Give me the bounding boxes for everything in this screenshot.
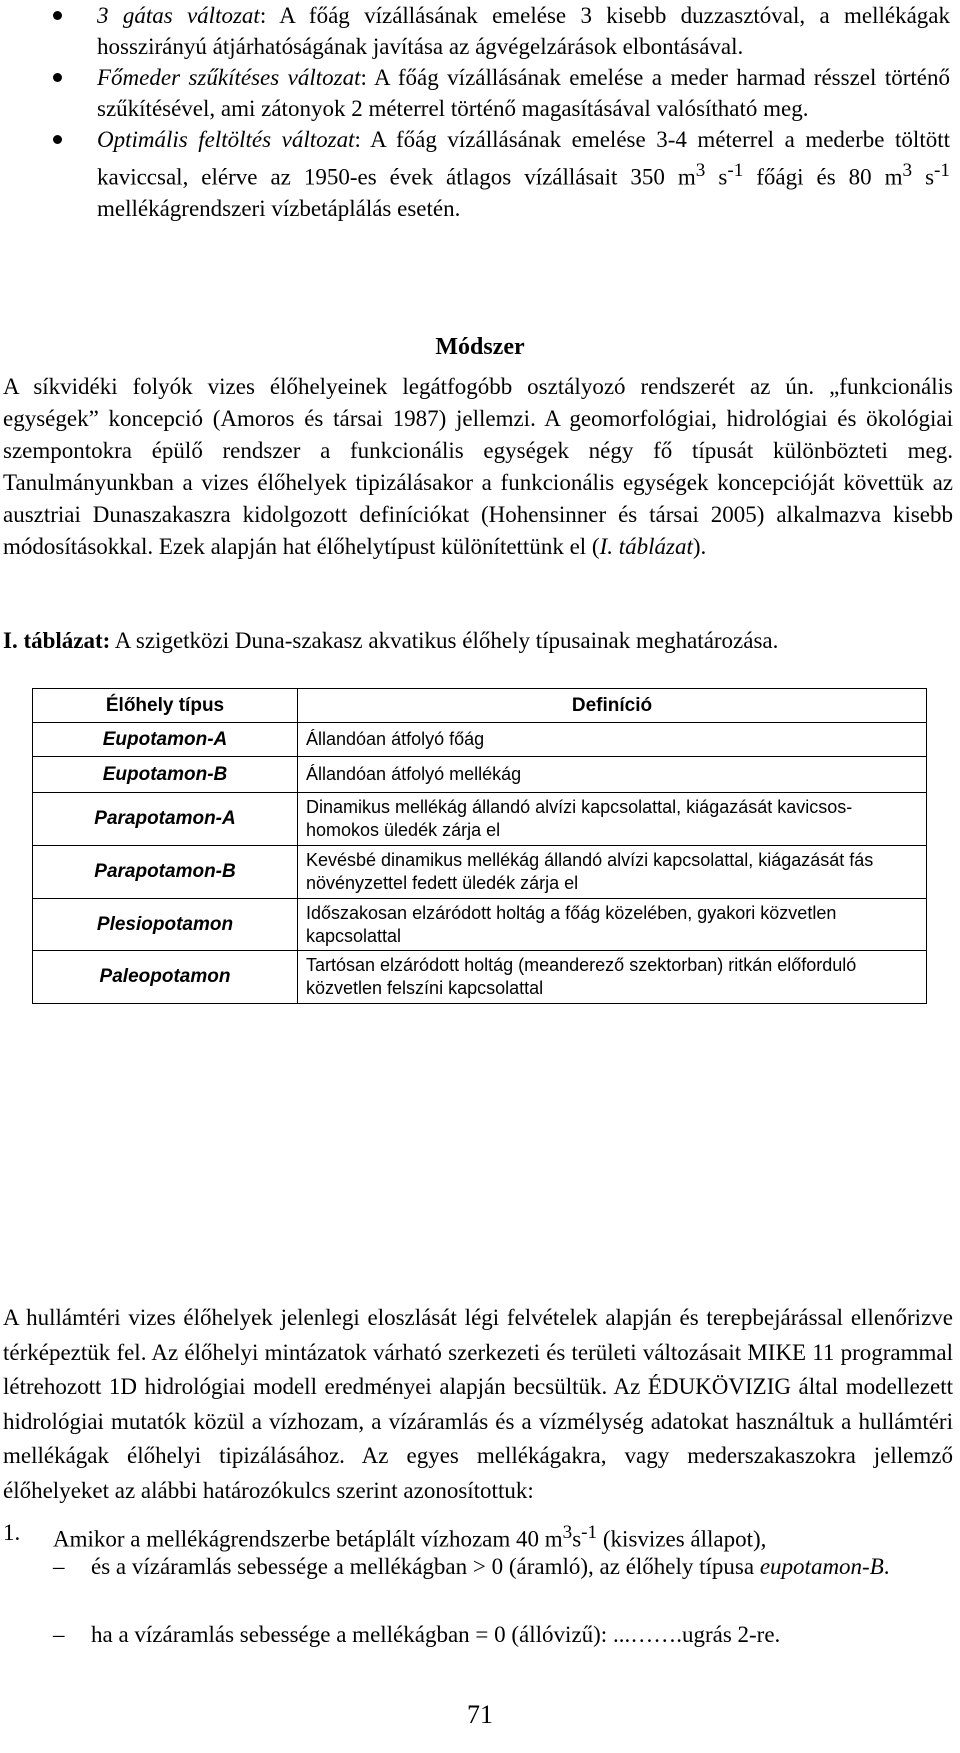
list-item: 3 gátas változat: A főág vízállásának emelése 3 kisebb duzzasztóval, a mellékágak hosszirányú átjárhatóságának javítása az ágvégelzárások elbontásával. bbox=[50, 0, 950, 62]
bullet-icon bbox=[53, 11, 62, 20]
definition-cell: Állandóan átfolyó főág bbox=[298, 723, 927, 757]
section-title: Módszer bbox=[435, 334, 525, 360]
definition-cell: Dinamikus mellékág állandó alvízi kapcsolattal, kiágazását kavicsos-homokos üledék zárja el bbox=[298, 793, 927, 846]
habitat-type-cell: Parapotamon-B bbox=[33, 846, 298, 899]
habitat-type-cell: Parapotamon-A bbox=[33, 793, 298, 846]
list-item: Optimális feltöltés változat: A főág vízállásának emelése 3-4 méterrel a mederbe töltött kaviccsal, elérve az 1950-es évek átlagos vízállásait 350 $m^3$ $s^{-1}$ főági és 80 $m^3$ $s^{-1}$ mellékágrendszeri vízbetáplálás esetén. bbox=[50, 124, 950, 224]
list-item: Főmeder szűkítéses változat: A főág vízállásának emelése a meder harmad résszel történő szűkítésével, ami zátonyok 2 méterrel történő magasításával valósítható meg. bbox=[50, 62, 950, 124]
variant-list bbox=[50, 0, 950, 224]
table-row bbox=[33, 757, 927, 793]
definition-cell: Kevésbé dinamikus mellékág állandó alvízi kapcsolattal, kiágazását fás növényzettel fedett üledék zárja el bbox=[298, 846, 927, 899]
habitat-type-cell: Eupotamon-A bbox=[33, 723, 298, 757]
column-header-type: Élőhely típus bbox=[33, 689, 298, 723]
habitat-type-table bbox=[32, 688, 927, 1004]
table-row bbox=[33, 793, 927, 846]
method-paragraph: A síkvidéki folyók vizes élőhelyeinek legátfogóbb osztályozó rendszerét az ún. „funkcionális egységek” koncepció (Amoros és társai 1987) jellemzi. A geomorfológiai, hidrológiai és ökológiai szempontokra épülő rendszer a funkcionális egységek négy fő típusát különbözteti meg. Tanulmányunkban a vizes élőhelyek tipizálásakor a funkcionális egységek koncepcióját követtük az ausztriai Dunaszakaszra kidolgozott definíciókat (Hohensinner és társai 2005) alkalmazva kisebb módosításokkal. Ezek alapján hat élőhelytípust különítettünk el (I. táblázat). bbox=[3, 374, 953, 559]
table-row bbox=[33, 951, 927, 1004]
mapping-paragraph: A hullámtéri vizes élőhelyek jelenlegi eloszlását légi felvételek alapján és terepbejárással ellenőrizve térképeztük fel. Az élőhelyi mintázatok várható szerkezeti és területi változásait MIKE 11 programmal létrehozott 1D hidrológiai modell eredményei alapján becsültük. Az ÉDUKÖVIZIG által modellezett hidrológiai mutatók közül a vízhozam, a vízáramlás és a vízmélység adatokat használtuk a hullámtéri mellékágak élőhelyi tipizálásához. Az egyes mellékágakra, vagy mederszakaszokra jellemző élőhelyeket az alábbi határozókulcs szerint azonosítottuk: bbox=[3, 1305, 953, 1503]
bullet-icon bbox=[53, 135, 62, 144]
definition-cell: Tartósan elzáródott holtág (meanderező szektorban) ritkán előforduló közvetlen felszíni kapcsolattal bbox=[298, 951, 927, 1004]
definition-cell: Állandóan átfolyó mellékág bbox=[298, 757, 927, 793]
key-step-number: 1. bbox=[3, 1520, 21, 1545]
habitat-type-cell: Eupotamon-B bbox=[33, 757, 298, 793]
table-row bbox=[33, 723, 927, 757]
bullet-icon bbox=[53, 73, 62, 82]
definition-cell: Időszakosan elzáródott holtág a főág közelében, gyakori közvetlen kapcsolattal bbox=[298, 899, 927, 951]
habitat-type-cell: Plesiopotamon bbox=[33, 899, 298, 951]
column-header-definition: Definíció bbox=[298, 689, 927, 723]
table-row bbox=[33, 899, 927, 951]
key-substep: – ha a vízáramlás sebessége a mellékágban = 0 (állóvizű): ...…….ugrás 2-re. bbox=[53, 1622, 781, 1647]
key-step-condition: Amikor a mellékágrendszerbe betáplált vízhozam 40 $m^3s^{-1}$ (kisvizes állapot), bbox=[53, 1522, 767, 1552]
table-header-row bbox=[33, 689, 927, 723]
habitat-type-cell: Paleopotamon bbox=[33, 951, 298, 1004]
table-row bbox=[33, 846, 927, 899]
key-substep: – és a vízáramlás sebessége a mellékágban > 0 (áramló), az élőhely típusa eupotamon-B. bbox=[53, 1554, 890, 1579]
page-number: 71 bbox=[467, 1700, 493, 1729]
table-caption: I. táblázat: A szigetközi Duna-szakasz akvatikus élőhely típusainak meghatározása. bbox=[3, 628, 779, 653]
